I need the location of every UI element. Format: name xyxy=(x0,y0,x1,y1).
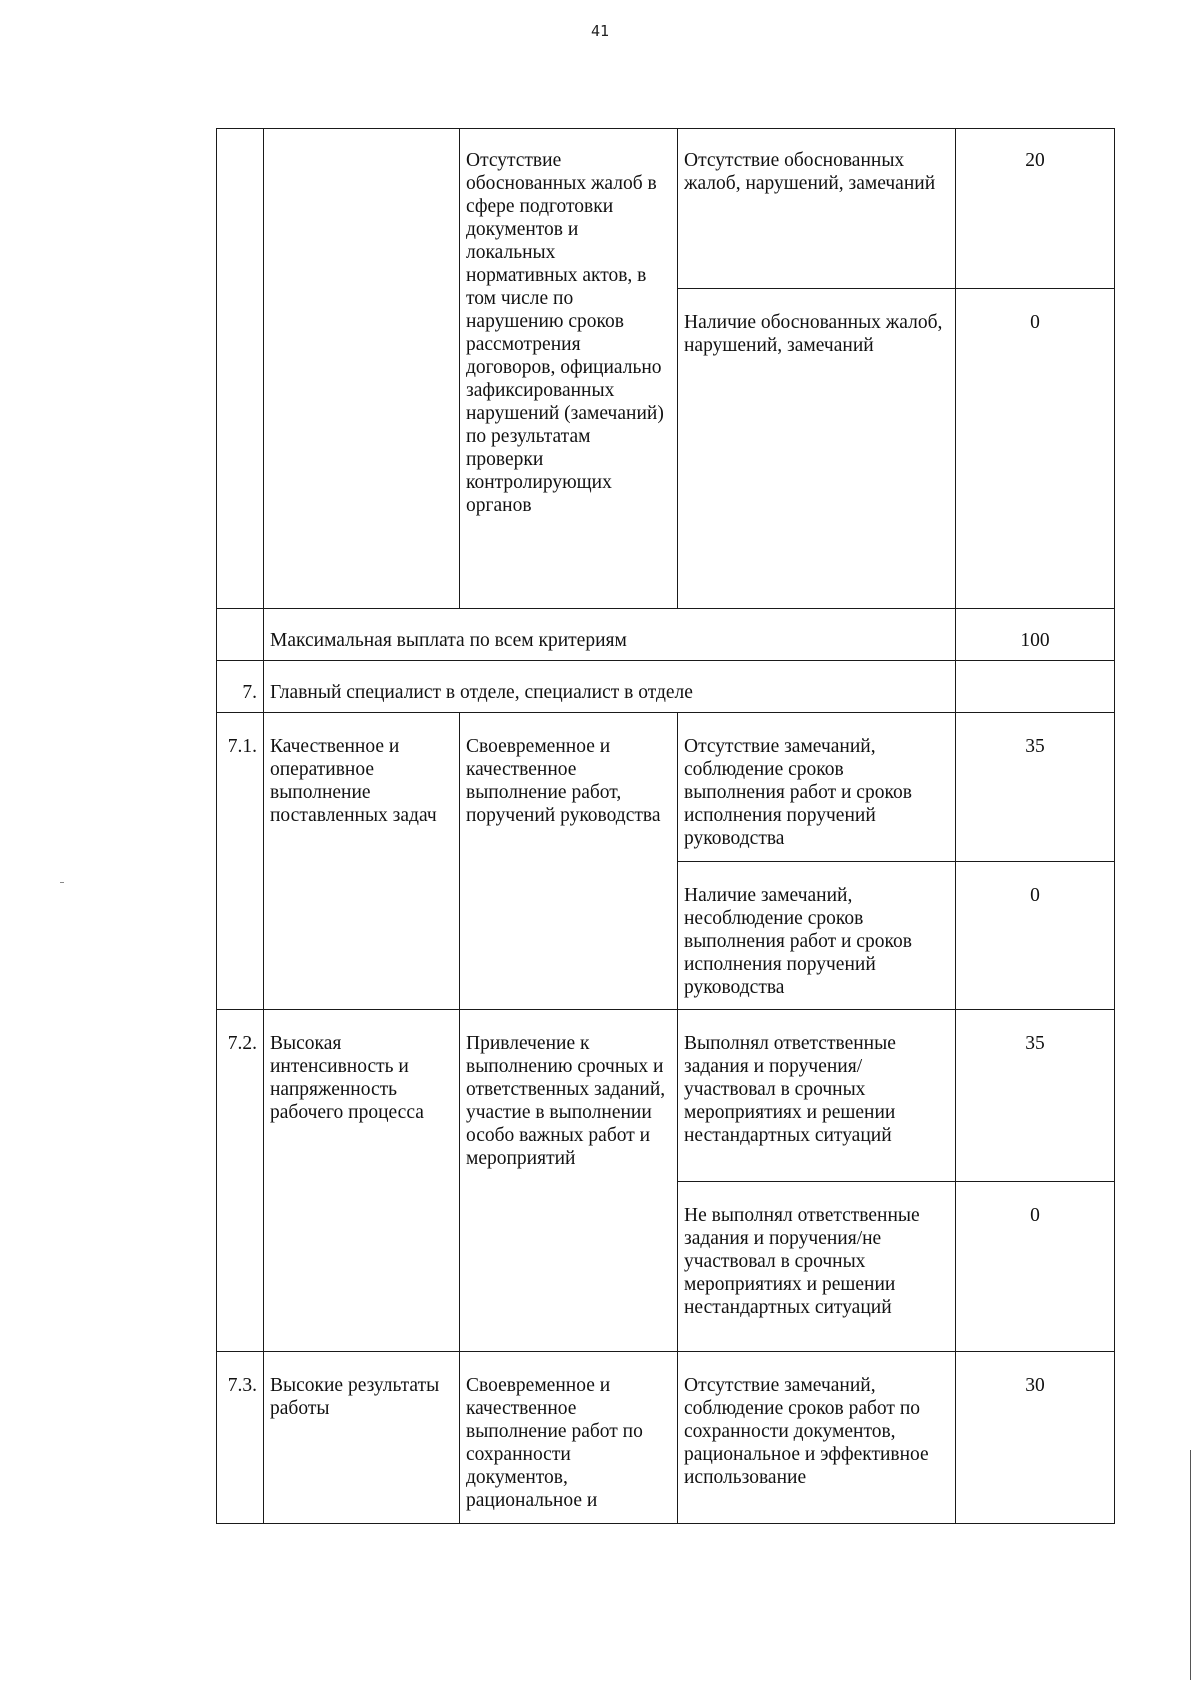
section-title: Главный специалист в отделе, специалист в отделе xyxy=(264,661,956,713)
criterion-cell: Высокие результаты работы xyxy=(264,1352,460,1524)
max-payment-score: 100 xyxy=(956,609,1115,661)
row-number-cell xyxy=(217,609,264,661)
row-number-cell: 7.2. xyxy=(217,1010,264,1352)
indicator-cell: Отсутствие обоснованных жалоб в сфере подготовки документов и локальных нормативных актов, в том числе по нарушению сроков рассмотрения договоров, официально зафиксированных нарушений (замечаний) по результатам проверки контролирующих органов xyxy=(460,129,678,609)
score-cell: 0 xyxy=(956,289,1115,609)
condition-cell: Наличие замечаний, несоблюдение сроков выполнения работ и сроков исполнения поручений руководства xyxy=(678,862,956,1010)
table-row xyxy=(217,129,1115,289)
row-number-cell: 7.3. xyxy=(217,1352,264,1524)
indicator-cell: Своевременное и качественное выполнение работ по сохранности документов, рациональное и xyxy=(460,1352,678,1524)
table-row xyxy=(217,661,1115,713)
score-cell: 0 xyxy=(956,862,1115,1010)
condition-cell: Выполнял ответственные задания и поручения/участвовал в срочных мероприятиях и решении нестандартных ситуаций xyxy=(678,1010,956,1182)
score-cell: 35 xyxy=(956,713,1115,862)
table-row xyxy=(217,609,1115,661)
condition-cell: Отсутствие замечаний, соблюдение сроков работ по сохранности документов, рациональное и эффективное использование xyxy=(678,1352,956,1524)
table-row xyxy=(217,1010,1115,1182)
criteria-table xyxy=(216,128,1115,1524)
page-number: 41 xyxy=(590,22,610,40)
criterion-cell: Высокая интенсивность и напряженность рабочего процесса xyxy=(264,1010,460,1352)
condition-cell: Наличие обоснованных жалоб, нарушений, замечаний xyxy=(678,289,956,609)
score-cell xyxy=(956,661,1115,713)
table-row xyxy=(217,1352,1115,1524)
condition-cell: Отсутствие замечаний, соблюдение сроков выполнения работ и сроков исполнения поручений руководства xyxy=(678,713,956,862)
scan-edge-line xyxy=(1190,1450,1191,1680)
row-number-cell xyxy=(217,129,264,609)
condition-cell: Не выполнял ответственные задания и поручения/не участвовал в срочных мероприятиях и решении нестандартных ситуаций xyxy=(678,1182,956,1352)
score-cell: 35 xyxy=(956,1010,1115,1182)
criterion-cell: Качественное и оперативное выполнение поставленных задач xyxy=(264,713,460,1010)
section-number: 7. xyxy=(217,661,264,713)
criterion-cell xyxy=(264,129,460,609)
table-row xyxy=(217,713,1115,862)
score-cell: 0 xyxy=(956,1182,1115,1352)
row-number-cell: 7.1. xyxy=(217,713,264,1010)
max-payment-label: Максимальная выплата по всем критериям xyxy=(264,609,956,661)
score-cell: 30 xyxy=(956,1352,1115,1524)
condition-cell: Отсутствие обоснованных жалоб, нарушений, замечаний xyxy=(678,129,956,289)
scan-speck xyxy=(60,882,64,883)
indicator-cell: Привлечение к выполнению срочных и ответственных заданий, участие в выполнении особо важных работ и мероприятий xyxy=(460,1010,678,1352)
indicator-cell: Своевременное и качественное выполнение работ, поручений руководства xyxy=(460,713,678,1010)
score-cell: 20 xyxy=(956,129,1115,289)
